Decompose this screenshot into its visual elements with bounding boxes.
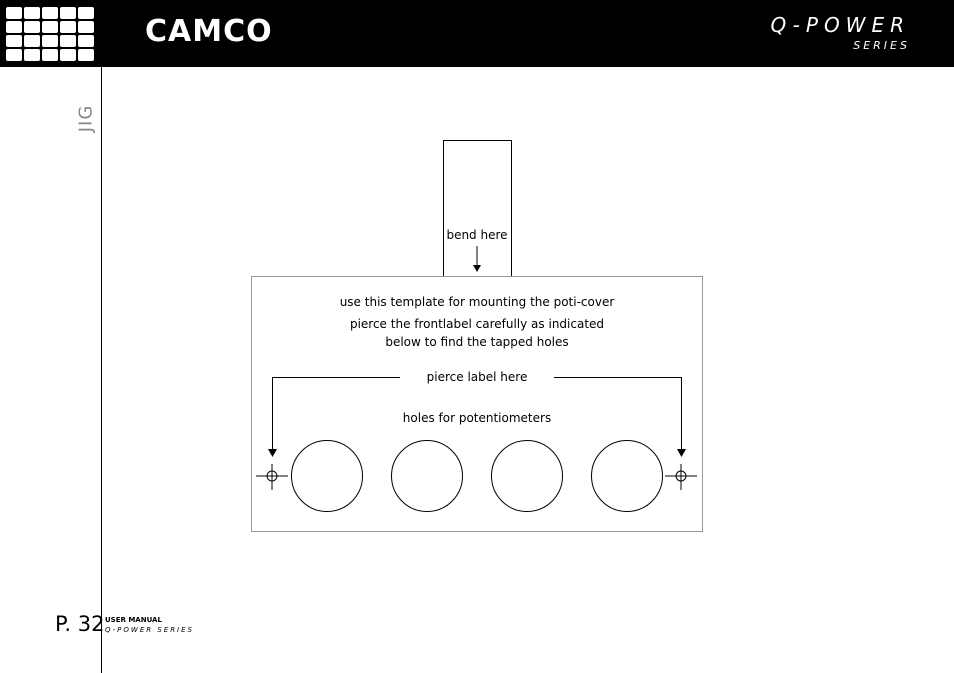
pot-hole-3 xyxy=(492,441,563,512)
holes-label: holes for potentiometers xyxy=(402,411,552,425)
brand-name: CAMCO xyxy=(145,14,273,49)
template-plate xyxy=(252,277,703,532)
instruction-line-2: pierce the frontlabel carefully as indicated xyxy=(349,317,605,331)
product-subtitle: SERIES xyxy=(853,39,910,52)
bend-arrowhead xyxy=(473,265,481,272)
pierce-label: pierce label here xyxy=(426,370,528,384)
product-title: Q-POWER xyxy=(770,13,910,37)
footer-manual-label: USER MANUAL xyxy=(105,616,162,624)
pierce-arrowhead-right xyxy=(677,449,686,457)
footer-series-label: Q-POWER SERIES xyxy=(105,626,194,634)
crosshair-right xyxy=(665,464,697,490)
page-number: P. 32 xyxy=(55,612,105,636)
pierce-leader-left xyxy=(273,378,401,451)
pot-hole-2 xyxy=(392,441,463,512)
pierce-leader-right xyxy=(554,378,682,451)
section-label: JIG xyxy=(75,104,97,133)
pot-hole-4 xyxy=(592,441,663,512)
pot-hole-1 xyxy=(292,441,363,512)
instruction-line-3: below to find the tapped holes xyxy=(385,335,569,349)
instruction-line-1: use this template for mounting the poti-cover xyxy=(339,295,615,309)
pierce-arrowhead-left xyxy=(268,449,277,457)
crosshair-left xyxy=(256,464,288,490)
bend-label: bend here xyxy=(446,228,508,242)
